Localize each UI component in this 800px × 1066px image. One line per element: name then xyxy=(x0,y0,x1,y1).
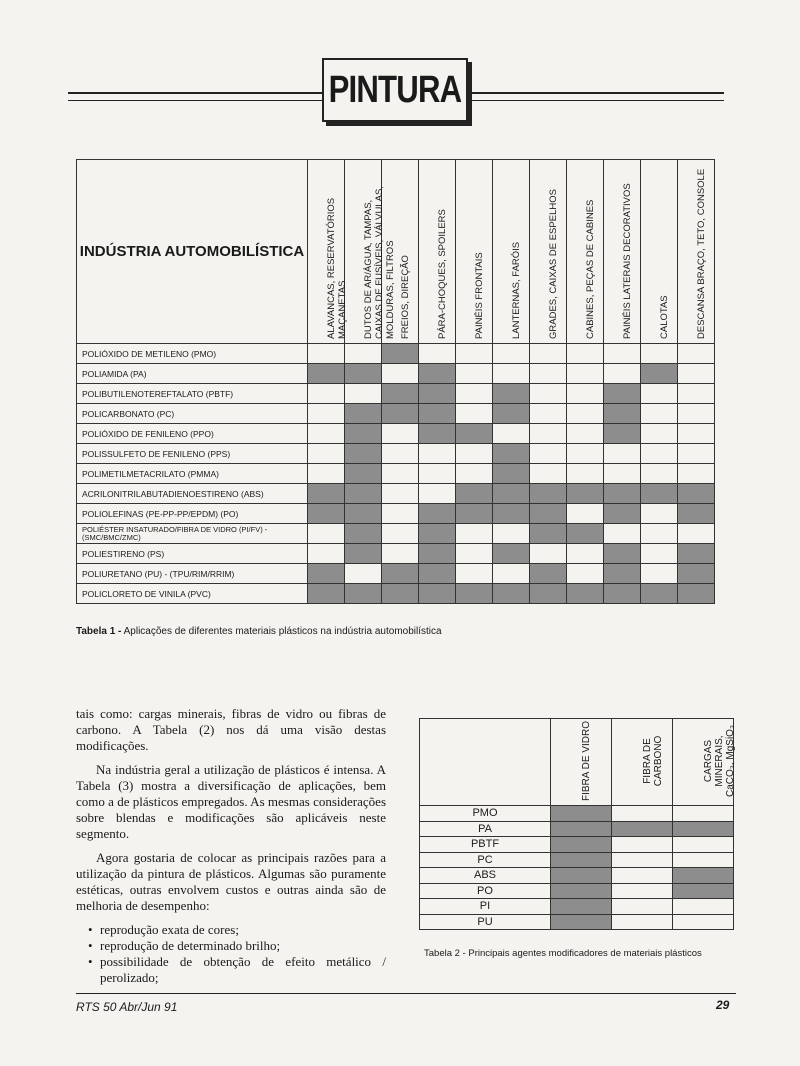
empty-cell xyxy=(493,424,530,444)
empty-cell xyxy=(345,384,382,404)
table1-column-header xyxy=(456,160,493,344)
table-row xyxy=(420,883,734,899)
filled-cell xyxy=(604,404,641,424)
empty-cell xyxy=(308,544,345,564)
empty-cell xyxy=(456,524,493,544)
empty-cell xyxy=(678,364,715,384)
empty-cell xyxy=(567,464,604,484)
table1-row-label: POLISSULFETO DE FENILENO (PPS) xyxy=(77,444,308,464)
filled-cell xyxy=(678,484,715,504)
table2-row-label: PMO xyxy=(420,806,551,822)
empty-cell xyxy=(530,384,567,404)
empty-cell xyxy=(419,344,456,364)
table2-row-label: ABS xyxy=(420,868,551,884)
empty-cell xyxy=(530,404,567,424)
filled-cell xyxy=(551,821,612,837)
empty-cell xyxy=(641,524,678,544)
list-item: • possibilidade de obtenção de efeito metálico / perolizado; xyxy=(100,954,386,986)
filled-cell xyxy=(456,424,493,444)
filled-cell xyxy=(530,504,567,524)
empty-cell xyxy=(641,564,678,584)
table2-caption: Tabela 2 - Principais agentes modificadores de materiais plásticos xyxy=(424,948,702,959)
table1-column-label: GRADES, CAIXAS DE ESPELHOS xyxy=(548,189,559,339)
filled-cell xyxy=(345,424,382,444)
table-row xyxy=(77,364,715,384)
table2-row-label: PC xyxy=(420,852,551,868)
filled-cell xyxy=(530,524,567,544)
list-item: • reprodução de determinado brilho; xyxy=(100,938,386,954)
empty-cell xyxy=(530,544,567,564)
table-row xyxy=(77,484,715,504)
section-title: PINTURA xyxy=(328,68,462,111)
empty-cell xyxy=(419,444,456,464)
table1-row-label: POLICARBONATO (PC) xyxy=(77,404,308,424)
table2-column-label: CARGAS MINERAIS, CaCO₃, MgSiO₃ xyxy=(703,724,736,798)
table-row xyxy=(420,914,734,930)
empty-cell xyxy=(345,344,382,364)
empty-cell xyxy=(673,914,734,930)
table-row xyxy=(420,868,734,884)
filled-cell xyxy=(641,584,678,604)
empty-cell xyxy=(612,837,673,853)
table1-column-header xyxy=(567,160,604,344)
empty-cell xyxy=(673,837,734,853)
filled-cell xyxy=(551,852,612,868)
filled-cell xyxy=(493,504,530,524)
empty-cell xyxy=(308,424,345,444)
empty-cell xyxy=(419,464,456,484)
empty-cell xyxy=(673,852,734,868)
empty-cell xyxy=(308,344,345,364)
filled-cell xyxy=(493,404,530,424)
table-row xyxy=(420,821,734,837)
filled-cell xyxy=(345,484,382,504)
table-row xyxy=(77,384,715,404)
filled-cell xyxy=(530,484,567,504)
table-row xyxy=(420,806,734,822)
filled-cell xyxy=(419,524,456,544)
filled-cell xyxy=(678,504,715,524)
empty-cell xyxy=(308,404,345,424)
empty-cell xyxy=(382,444,419,464)
filled-cell xyxy=(604,544,641,564)
table-row xyxy=(420,852,734,868)
empty-cell xyxy=(678,464,715,484)
table1-row-label: POLIBUTILENOTEREFTALATO (PBTF) xyxy=(77,384,308,404)
empty-cell xyxy=(382,544,419,564)
table1-column-label: LANTERNAS, FARÓIS xyxy=(511,241,522,339)
filled-cell xyxy=(382,384,419,404)
filled-cell xyxy=(419,404,456,424)
empty-cell xyxy=(567,384,604,404)
filled-cell xyxy=(673,821,734,837)
filled-cell xyxy=(419,584,456,604)
table1-row-label: POLIÓXIDO DE FENILENO (PPO) xyxy=(77,424,308,444)
filled-cell xyxy=(308,364,345,384)
empty-cell xyxy=(382,504,419,524)
table1-caption-label: Tabela 1 - xyxy=(76,626,122,637)
table1-column-label: PAINÉIS FRONTAIS xyxy=(474,252,485,339)
empty-cell xyxy=(641,404,678,424)
table2-row-label: PBTF xyxy=(420,837,551,853)
table1-column-label: PAINÉIS LATERAIS DECORATIVOS xyxy=(622,183,633,339)
filled-cell xyxy=(493,464,530,484)
empty-cell xyxy=(493,364,530,384)
empty-cell xyxy=(308,524,345,544)
empty-cell xyxy=(419,484,456,504)
empty-cell xyxy=(456,404,493,424)
filled-cell xyxy=(641,484,678,504)
filled-cell xyxy=(382,564,419,584)
filled-cell xyxy=(308,504,345,524)
empty-cell xyxy=(308,444,345,464)
table1-row-label: POLICLORETO DE VINILA (PVC) xyxy=(77,584,308,604)
empty-cell xyxy=(456,464,493,484)
filled-cell xyxy=(493,484,530,504)
empty-cell xyxy=(456,564,493,584)
empty-cell xyxy=(567,424,604,444)
list-item: • reprodução exata de cores; xyxy=(100,922,386,938)
table1-column-header xyxy=(493,160,530,344)
empty-cell xyxy=(604,364,641,384)
filled-cell xyxy=(641,364,678,384)
empty-cell xyxy=(678,344,715,364)
empty-cell xyxy=(641,384,678,404)
table2-column-label: FIBRA DE CARBONO xyxy=(642,735,664,787)
table1-column-header xyxy=(604,160,641,344)
filled-cell xyxy=(345,464,382,484)
filled-cell xyxy=(456,504,493,524)
filled-cell xyxy=(345,364,382,384)
filled-cell xyxy=(345,444,382,464)
article-body xyxy=(76,706,386,986)
table-row xyxy=(77,504,715,524)
empty-cell xyxy=(567,564,604,584)
filled-cell xyxy=(456,484,493,504)
empty-cell xyxy=(567,364,604,384)
table-row xyxy=(420,837,734,853)
filled-cell xyxy=(678,564,715,584)
table1-column-label: CABINES, PEÇAS DE CABINES xyxy=(585,199,596,339)
filled-cell xyxy=(678,584,715,604)
table1-row-label: POLIURETANO (PU) - (TPU/RIM/RRIM) xyxy=(77,564,308,584)
filled-cell xyxy=(551,806,612,822)
filled-cell xyxy=(567,524,604,544)
empty-cell xyxy=(308,464,345,484)
filled-cell xyxy=(419,504,456,524)
filled-cell xyxy=(673,883,734,899)
empty-cell xyxy=(530,464,567,484)
filled-cell xyxy=(551,868,612,884)
table-row xyxy=(77,544,715,564)
filled-cell xyxy=(551,883,612,899)
empty-cell xyxy=(678,384,715,404)
table2-row-label: PI xyxy=(420,899,551,915)
page-number: 29 xyxy=(716,998,730,1012)
empty-cell xyxy=(382,364,419,384)
filled-cell xyxy=(419,364,456,384)
table1-caption-text: Aplicações de diferentes materiais plásticos na indústria automobilística xyxy=(121,626,442,637)
table-row xyxy=(77,564,715,584)
table1-column-label: DESCANSA BRAÇO, TETO, CONSOLE xyxy=(696,168,707,339)
empty-cell xyxy=(612,914,673,930)
filled-cell xyxy=(604,384,641,404)
table1-caption xyxy=(76,626,442,637)
empty-cell xyxy=(567,404,604,424)
filled-cell xyxy=(419,424,456,444)
filled-cell xyxy=(604,564,641,584)
filled-cell xyxy=(345,584,382,604)
empty-cell xyxy=(456,384,493,404)
table1-column-header xyxy=(641,160,678,344)
table1-row-label: ACRILONITRILABUTADIENOESTIRENO (ABS) xyxy=(77,484,308,504)
empty-cell xyxy=(673,806,734,822)
filled-cell xyxy=(382,344,419,364)
filled-cell xyxy=(612,821,673,837)
table1-column-label: ALAVANCAS, RESERVATÓRIOS MAÇANETAS xyxy=(326,197,348,339)
table1-row-label: POLIOLEFINAS (PE-PP-PP/EPDM) (PO) xyxy=(77,504,308,524)
table1-column-label: FREIOS, DIREÇÃO xyxy=(400,255,411,339)
empty-cell xyxy=(493,524,530,544)
table1-row-label: POLIÉSTER INSATURADO/FIBRA DE VIDRO (PI/FV) - (SMC/BMC/ZMC) xyxy=(77,524,308,544)
empty-cell xyxy=(456,444,493,464)
filled-cell xyxy=(604,424,641,444)
empty-cell xyxy=(612,852,673,868)
filled-cell xyxy=(551,837,612,853)
table-row xyxy=(77,424,715,444)
table1-row-label: POLIÓXIDO DE METILENO (PMO) xyxy=(77,344,308,364)
empty-cell xyxy=(604,444,641,464)
table1-column-header xyxy=(345,160,396,344)
filled-cell xyxy=(308,584,345,604)
table1-corner-label: INDÚSTRIA AUTOMOBILÍSTICA xyxy=(77,160,308,344)
table1-column-header xyxy=(530,160,567,344)
filled-cell xyxy=(493,584,530,604)
table1-row-label: POLIMETILMETACRILATO (PMMA) xyxy=(77,464,308,484)
filled-cell xyxy=(604,484,641,504)
filled-cell xyxy=(419,564,456,584)
empty-cell xyxy=(382,524,419,544)
empty-cell xyxy=(567,444,604,464)
table-row xyxy=(77,404,715,424)
paragraph-3: Agora gostaria de colocar as principais razões para a utilização da pintura de plásticos. Algumas são puramente estéticas, outras envolvem custos e outras ainda são de melhoria de desempenho: xyxy=(76,850,386,913)
empty-cell xyxy=(530,444,567,464)
table2-row-label: PO xyxy=(420,883,551,899)
paragraph-2: Na indústria geral a utilização de plásticos é intensa. A Tabela (3) mostra a diversificação de aplicações, bem como a de plásticos empregados. As mesmas considerações sobre blendas e modificações são aplicáveis neste segmento. xyxy=(76,762,386,841)
empty-cell xyxy=(530,424,567,444)
filled-cell xyxy=(551,914,612,930)
filled-cell xyxy=(382,584,419,604)
empty-cell xyxy=(382,424,419,444)
automotive-applications-table xyxy=(76,159,715,604)
empty-cell xyxy=(612,883,673,899)
filled-cell xyxy=(308,484,345,504)
empty-cell xyxy=(612,868,673,884)
table2-column-label: FIBRA DE VIDRO xyxy=(581,720,592,801)
empty-cell xyxy=(641,504,678,524)
table1-column-header xyxy=(419,160,456,344)
filled-cell xyxy=(345,544,382,564)
header-rule-left-bottom xyxy=(68,100,322,101)
empty-cell xyxy=(308,384,345,404)
filled-cell xyxy=(551,899,612,915)
filled-cell xyxy=(456,584,493,604)
table1-column-label: DUTOS DE AR/ÁGUA, TAMPAS, CAIXAS DE FUSÍVEIS, VÁLVULAS, MOLDURAS, FILTROS xyxy=(363,186,396,339)
empty-cell xyxy=(493,564,530,584)
empty-cell xyxy=(641,424,678,444)
reasons-list xyxy=(76,922,386,986)
filled-cell xyxy=(673,868,734,884)
table1-row-label: POLIESTIRENO (PS) xyxy=(77,544,308,564)
empty-cell xyxy=(345,564,382,584)
empty-cell xyxy=(641,544,678,564)
header-rule-left-top xyxy=(68,92,322,94)
empty-cell xyxy=(567,544,604,564)
empty-cell xyxy=(567,344,604,364)
empty-cell xyxy=(678,424,715,444)
filled-cell xyxy=(493,544,530,564)
empty-cell xyxy=(456,364,493,384)
table-row xyxy=(77,444,715,464)
filled-cell xyxy=(419,384,456,404)
paragraph-1: tais como: cargas minerais, fibras de vidro ou fibras de carbono. A Tabela (2) nos dá uma visão destas modificações. xyxy=(76,706,386,753)
filled-cell xyxy=(567,484,604,504)
table1-column-header xyxy=(382,160,419,344)
empty-cell xyxy=(567,504,604,524)
filled-cell xyxy=(345,504,382,524)
section-title-box xyxy=(322,58,468,122)
empty-cell xyxy=(641,344,678,364)
header-rule-right-top xyxy=(466,92,724,94)
filled-cell xyxy=(567,584,604,604)
header-rule-right-bottom xyxy=(466,100,724,101)
empty-cell xyxy=(673,899,734,915)
filled-cell xyxy=(678,544,715,564)
empty-cell xyxy=(530,364,567,384)
table-row xyxy=(77,524,715,544)
table2-column-header xyxy=(612,719,673,806)
table1-column-label: CALOTAS xyxy=(659,295,670,339)
empty-cell xyxy=(678,524,715,544)
empty-cell xyxy=(382,464,419,484)
table-row xyxy=(77,344,715,364)
empty-cell xyxy=(678,444,715,464)
empty-cell xyxy=(456,544,493,564)
empty-cell xyxy=(641,444,678,464)
filled-cell xyxy=(493,384,530,404)
footer-issue: RTS 50 Abr/Jun 91 xyxy=(76,1000,178,1014)
footer-rule xyxy=(76,993,736,994)
filled-cell xyxy=(604,584,641,604)
empty-cell xyxy=(641,464,678,484)
table1-row-label: POLIAMIDA (PA) xyxy=(77,364,308,384)
table-row xyxy=(77,584,715,604)
filled-cell xyxy=(530,564,567,584)
filled-cell xyxy=(530,584,567,604)
table1-column-header xyxy=(308,160,348,344)
table2-corner xyxy=(420,719,551,806)
table-row xyxy=(77,464,715,484)
filled-cell xyxy=(604,504,641,524)
filled-cell xyxy=(419,544,456,564)
empty-cell xyxy=(604,464,641,484)
table2-row-label: PU xyxy=(420,914,551,930)
empty-cell xyxy=(604,344,641,364)
table-row xyxy=(420,899,734,915)
filled-cell xyxy=(382,404,419,424)
empty-cell xyxy=(604,524,641,544)
empty-cell xyxy=(493,344,530,364)
empty-cell xyxy=(612,806,673,822)
table2-row-label: PA xyxy=(420,821,551,837)
modifiers-table xyxy=(419,718,734,930)
empty-cell xyxy=(382,484,419,504)
filled-cell xyxy=(308,564,345,584)
empty-cell xyxy=(678,404,715,424)
table2-column-header xyxy=(673,719,734,806)
empty-cell xyxy=(456,344,493,364)
filled-cell xyxy=(345,524,382,544)
table1-column-label: PÁRA-CHOQUES, SPOILERS xyxy=(437,209,448,339)
table1-column-header xyxy=(678,160,715,344)
filled-cell xyxy=(345,404,382,424)
empty-cell xyxy=(612,899,673,915)
filled-cell xyxy=(493,444,530,464)
empty-cell xyxy=(530,344,567,364)
table2-column-header xyxy=(551,719,612,806)
